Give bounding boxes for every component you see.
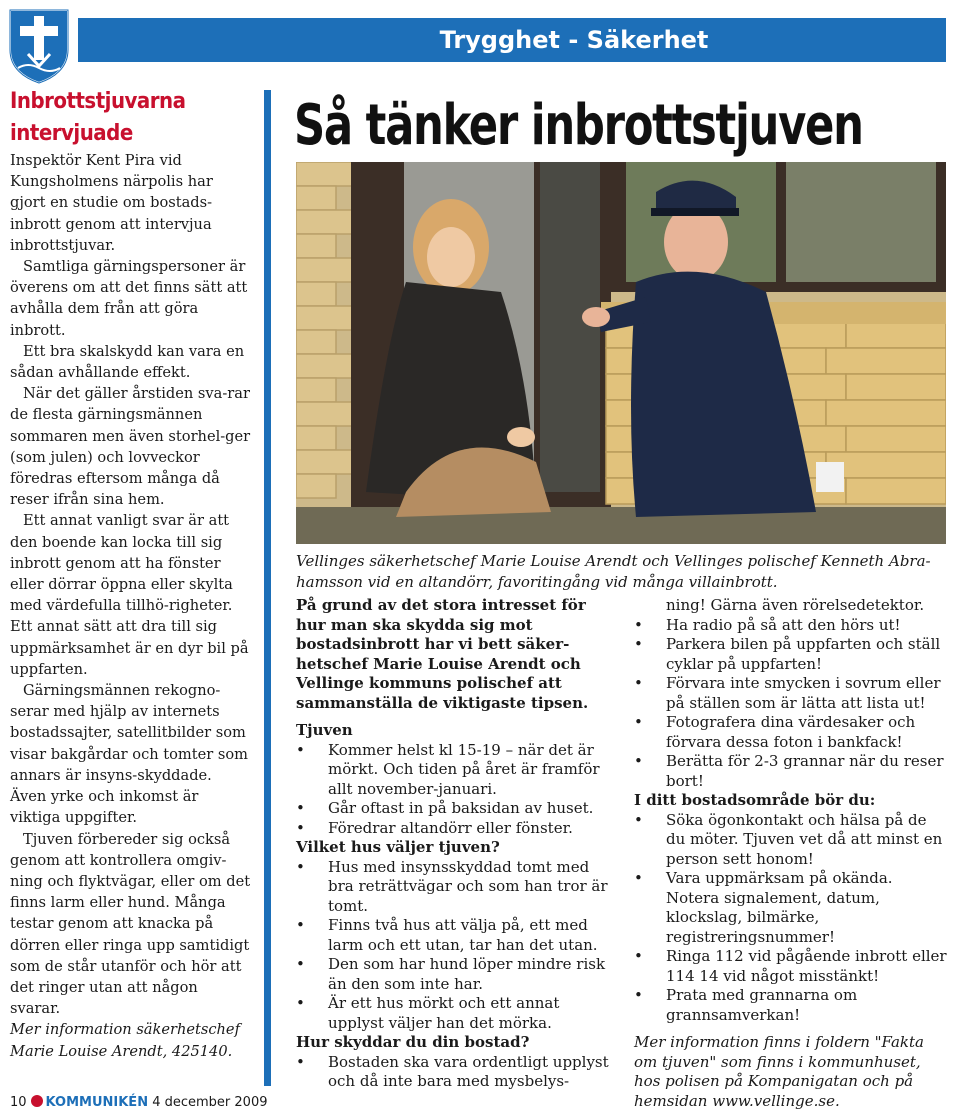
list-item: • Ha radio på så att den hörs ut! <box>634 616 950 636</box>
list-item: • Vara uppmärksam på okända. Notera signalement, datum, klockslag, bilmärke, registreringsnummer! <box>634 869 950 947</box>
municipality-crest-logo <box>8 8 70 84</box>
article-photo <box>296 162 946 544</box>
area-list <box>634 811 950 1026</box>
sidebar-paragraph: Gärningsmännen rekogno-serar med hjälp av internets bostadssajter, satellitbilder som visar bakgårdar och tomter som annars är insyns-skyddade. Även yrke och inkomst är viktiga uppgifter. <box>10 682 248 827</box>
sidebar-paragraph: Tjuven förbereder sig också genom att kontrollera omgiv-ning och flyktvägar, eller om det finns larm eller hund. Många testar genom att knacka på dörren eller ringa upp samtidigt som de står utanför och hör att det ringer utan att någon svarar. <box>10 830 251 1018</box>
sidebar-paragraph: Ett bra skalskydd kan vara en sådan avhållande effekt. <box>10 342 245 382</box>
sidebar-title-line: intervjuade <box>10 121 133 146</box>
thief-list <box>296 741 614 839</box>
list-item: • Bostaden ska vara ordentligt upplyst och då inte bara med mysbelys- <box>296 1053 614 1092</box>
list-item: • Den som har hund löper mindre risk än den som inte har. <box>296 955 614 994</box>
more-info-note: Mer information finns i foldern "Fakta om tjuven" som finns i kommunhuset, hos polisen på Kompanigatan och på hemsidan www.vellinge.se. <box>634 1033 924 1110</box>
list-item: • Förvara inte smycken i sovrum eller på ställen som är lätta att lista ut! <box>634 674 950 713</box>
article-intro: På grund av det stora intresset för hur man ska skydda sig mot bostadsinbrott har vi bett säker-hetschef Marie Louise Arendt och Vellinge kommuns polischef att sammanställa de viktigaste tipsen. <box>296 596 589 712</box>
sidebar-article <box>10 150 252 1062</box>
protect-list <box>296 1053 614 1092</box>
sidebar-contact-note: Mer information säkerhetschef Marie Louise Arendt, 425140. <box>10 1021 240 1060</box>
list-item: • Ringa 112 vid pågående inbrott eller 114 14 vid något misstänkt! <box>634 947 950 986</box>
article-headline: Så tänker inbrottstjuven <box>294 93 863 158</box>
list-item: • Prata med grannarna om grannsamverkan! <box>634 986 950 1025</box>
article-column-middle <box>296 596 614 1092</box>
publication-name: KOMMUNIKÉN <box>45 1095 149 1110</box>
list-item: • Fotografera dina värdesaker och förvara dessa foton i bankfack! <box>634 713 950 752</box>
house-list <box>296 858 614 1034</box>
sidebar-title <box>10 86 250 150</box>
list-item: • Föredrar altandörr eller fönster. <box>296 819 614 839</box>
list-item: • Söka ögonkontakt och hälsa på de du möter. Tjuven vet då att minst en person sett honom! <box>634 811 950 870</box>
sidebar-paragraph: Inspektör Kent Pira vid Kungsholmens närpolis har gjort en studie om bostads-inbrott genom att intervjua inbrottstjuvar. <box>10 152 213 254</box>
section-banner <box>78 18 946 62</box>
list-item: • Finns två hus att välja på, ett med larm och ett utan, tar han det utan. <box>296 916 614 955</box>
sidebar-paragraph: Ett annat vanligt svar är att den boende kan locka till sig inbrott genom att ha fönster eller dörrar öppna eller skylta med värdefulla tillhö-righeter. Ett annat sätt att dra till sig uppmärksamhet är en dyr bil på uppfarten. <box>10 512 249 678</box>
sidebar-title-line: Inbrottstjuvarna <box>10 89 186 114</box>
list-item: • Är ett hus mörkt och ett annat upplyst väljer han det mörka. <box>296 994 614 1033</box>
column-divider <box>264 90 271 1086</box>
house-heading: Vilket hus väljer tjuven? <box>296 838 500 856</box>
article-column-right <box>634 596 950 1111</box>
red-dot-icon <box>31 1095 43 1107</box>
list-item: • Berätta för 2-3 grannar när du reser bort! <box>634 752 950 791</box>
photo-caption: Vellinges säkerhetschef Marie Louise Arendt och Vellinges polischef Kenneth Abra-hamsson vid en altandörr, favoritingång vid många villainbrott. <box>296 552 931 591</box>
thief-heading: Tjuven <box>296 721 353 739</box>
list-item: • Kommer helst kl 15-19 – när det är mörkt. Och tiden på året är framför allt november-januari. <box>296 741 614 800</box>
area-heading: I ditt bostadsområde bör du: <box>634 791 876 809</box>
list-item: • Går oftast in på baksidan av huset. <box>296 799 614 819</box>
page-number: 10 <box>10 1095 27 1110</box>
protect-list-continued: ning! Gärna även rörelsedetektor. <box>666 596 925 614</box>
list-item: • Parkera bilen på uppfarten och ställ cyklar på uppfarten! <box>634 635 950 674</box>
list-item: • Hus med insynsskyddad tomt med bra reträttvägar och som han tror är tomt. <box>296 858 614 917</box>
protect-heading: Hur skyddar du din bostad? <box>296 1033 530 1051</box>
page-footer <box>10 1093 268 1113</box>
sidebar-paragraph: Samtliga gärningspersoner är överens om att det finns sätt att avhålla dem från att göra inbrott. <box>10 258 248 339</box>
protect-list-more <box>634 616 950 792</box>
sidebar-paragraph: När det gäller årstiden sva-rar de flesta gärningsmännen sommaren men även storhel-ger (som julen) och lovveckor föredras eftersom många då reser ifrån sina hem. <box>10 385 251 509</box>
section-title: Trygghet - Säkerhet <box>439 26 709 54</box>
issue-date: 4 december 2009 <box>152 1095 268 1110</box>
